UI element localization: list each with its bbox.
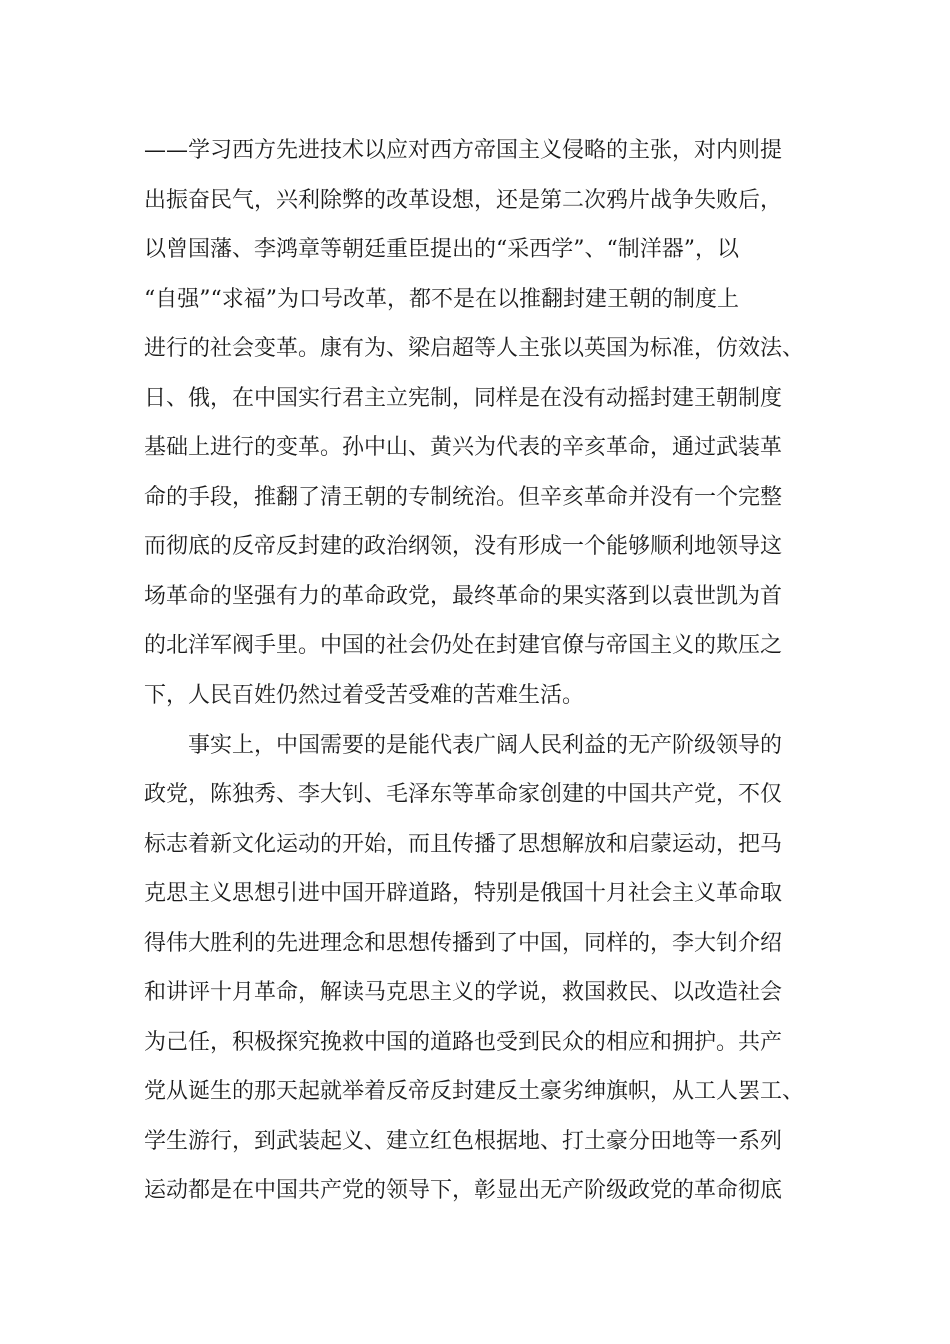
paragraph-1-line-1: ——学习西方先进技术以应对西方帝国主义侵略的主张，对内则提 — [144, 138, 783, 163]
paragraph-1-line-11: 的北洋军阀手里。中国的社会仍处在封建官僚与帝国主义的欺压之 — [144, 633, 783, 658]
paragraph-1-line-6: 日、俄，在中国实行君主立宪制，同样是在没有动摇封建王朝制度 — [144, 386, 783, 411]
paragraph-2-line-1: 事实上，中国需要的是能代表广阔人民利益的无产阶级领导的 — [188, 733, 783, 758]
paragraph-2-line-5: 得伟大胜利的先进理念和思想传播到了中国，同样的，李大钊介绍 — [144, 931, 783, 956]
paragraph-1-line-3: 以曾国藩、李鸿章等朝廷重臣提出的“采西学”、“制洋器”，以 — [144, 237, 739, 262]
paragraph-1-line-5: 进行的社会变革。康有为、梁启超等人主张以英国为标准，仿效法、 — [144, 336, 805, 361]
paragraph-1-line-9: 而彻底的反帝反封建的政治纲领，没有形成一个能够顺利地领导这 — [144, 534, 783, 559]
paragraph-2-line-6: 和讲评十月革命，解读马克思主义的学说，救国救民、以改造社会 — [144, 980, 783, 1005]
paragraph-2-line-10: 运动都是在中国共产党的领导下，彰显出无产阶级政党的革命彻底 — [144, 1178, 783, 1203]
paragraph-2-line-2: 政党，陈独秀、李大钊、毛泽东等革命家创建的中国共产党，不仅 — [144, 782, 783, 807]
paragraph-2-line-3: 标志着新文化运动的开始，而且传播了思想解放和启蒙运动，把马 — [144, 832, 783, 857]
paragraph-1-line-7: 基础上进行的变革。孙中山、黄兴为代表的辛亥革命，通过武装革 — [144, 435, 783, 460]
paragraph-2-line-9: 学生游行，到武装起义、建立红色根据地、打土豪分田地等一系列 — [144, 1129, 783, 1154]
paragraph-2-line-4: 克思主义思想引进中国开辟道路，特别是俄国十月社会主义革命取 — [144, 881, 783, 906]
paragraph-2-line-7: 为己任，积极探究挽救中国的道路也受到民众的相应和拥护。共产 — [144, 1030, 783, 1055]
paragraph-1-line-4: “自强”“求福”为口号改革，都不是在以推翻封建王朝的制度上 — [144, 287, 739, 312]
paragraph-1-line-8: 命的手段，推翻了清王朝的专制统治。但辛亥革命并没有一个完整 — [144, 485, 783, 510]
paragraph-1-line-2: 出振奋民气，兴利除弊的改革设想，还是第二次鸦片战争失败后， — [144, 188, 783, 213]
paragraph-1-line-10: 场革命的坚强有力的革命政党，最终革命的果实落到以袁世凯为首 — [144, 584, 783, 609]
paragraph-1-line-12: 下，人民百姓仍然过着受苦受难的苦难生活。 — [144, 683, 585, 708]
paragraph-2-line-8: 党从诞生的那天起就举着反帝反封建反土豪劣绅旗帜，从工人罢工、 — [144, 1079, 805, 1104]
